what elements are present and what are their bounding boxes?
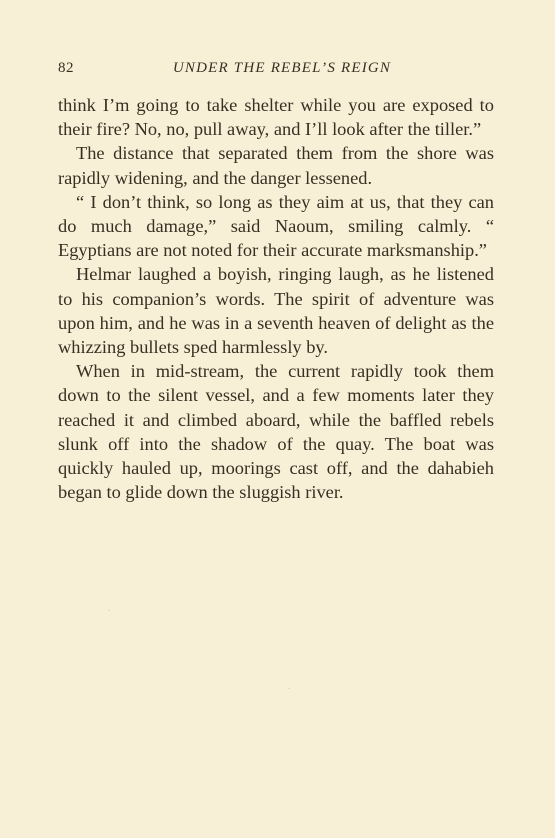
paragraph: When in mid-stream, the current rapidly took them down to the silent vessel, and a few moments later they reached it and climbed aboard, while the baffled rebels slunk off into the shadow of the quay. The boat was quickly hauled up, moorings cast off, and the dahabieh began to glide down the sluggish river. [58,361,494,503]
page-number: 82 [58,60,74,76]
paragraph-continuation: think I’m going to take shelter while you are exposed to their fire? No, no, pull away, and I’ll look after the tiller.” [58,95,494,140]
paper-speck [288,688,290,689]
paragraph: The distance that separated them from the shore was rapidly widening, and the danger lessened. [58,143,494,188]
paragraph: “ I don’t think, so long as they aim at us, that they can do much damage,” said Naoum, smiling calmly. “ Egyptians are not noted for their accurate marksmanship.” [58,191,494,261]
running-title: UNDER THE REBEL’S REIGN [172,60,392,76]
running-header [58,60,498,84]
paper-speck [108,610,110,611]
body-text [58,93,494,504]
paragraph: Helmar laughed a boyish, ringing laugh, as he listened to his companion’s words. The spirit of adventure was upon him, and he was in a seventh heaven of delight as the whizzing bullets sped harmlessly by. [58,264,494,358]
